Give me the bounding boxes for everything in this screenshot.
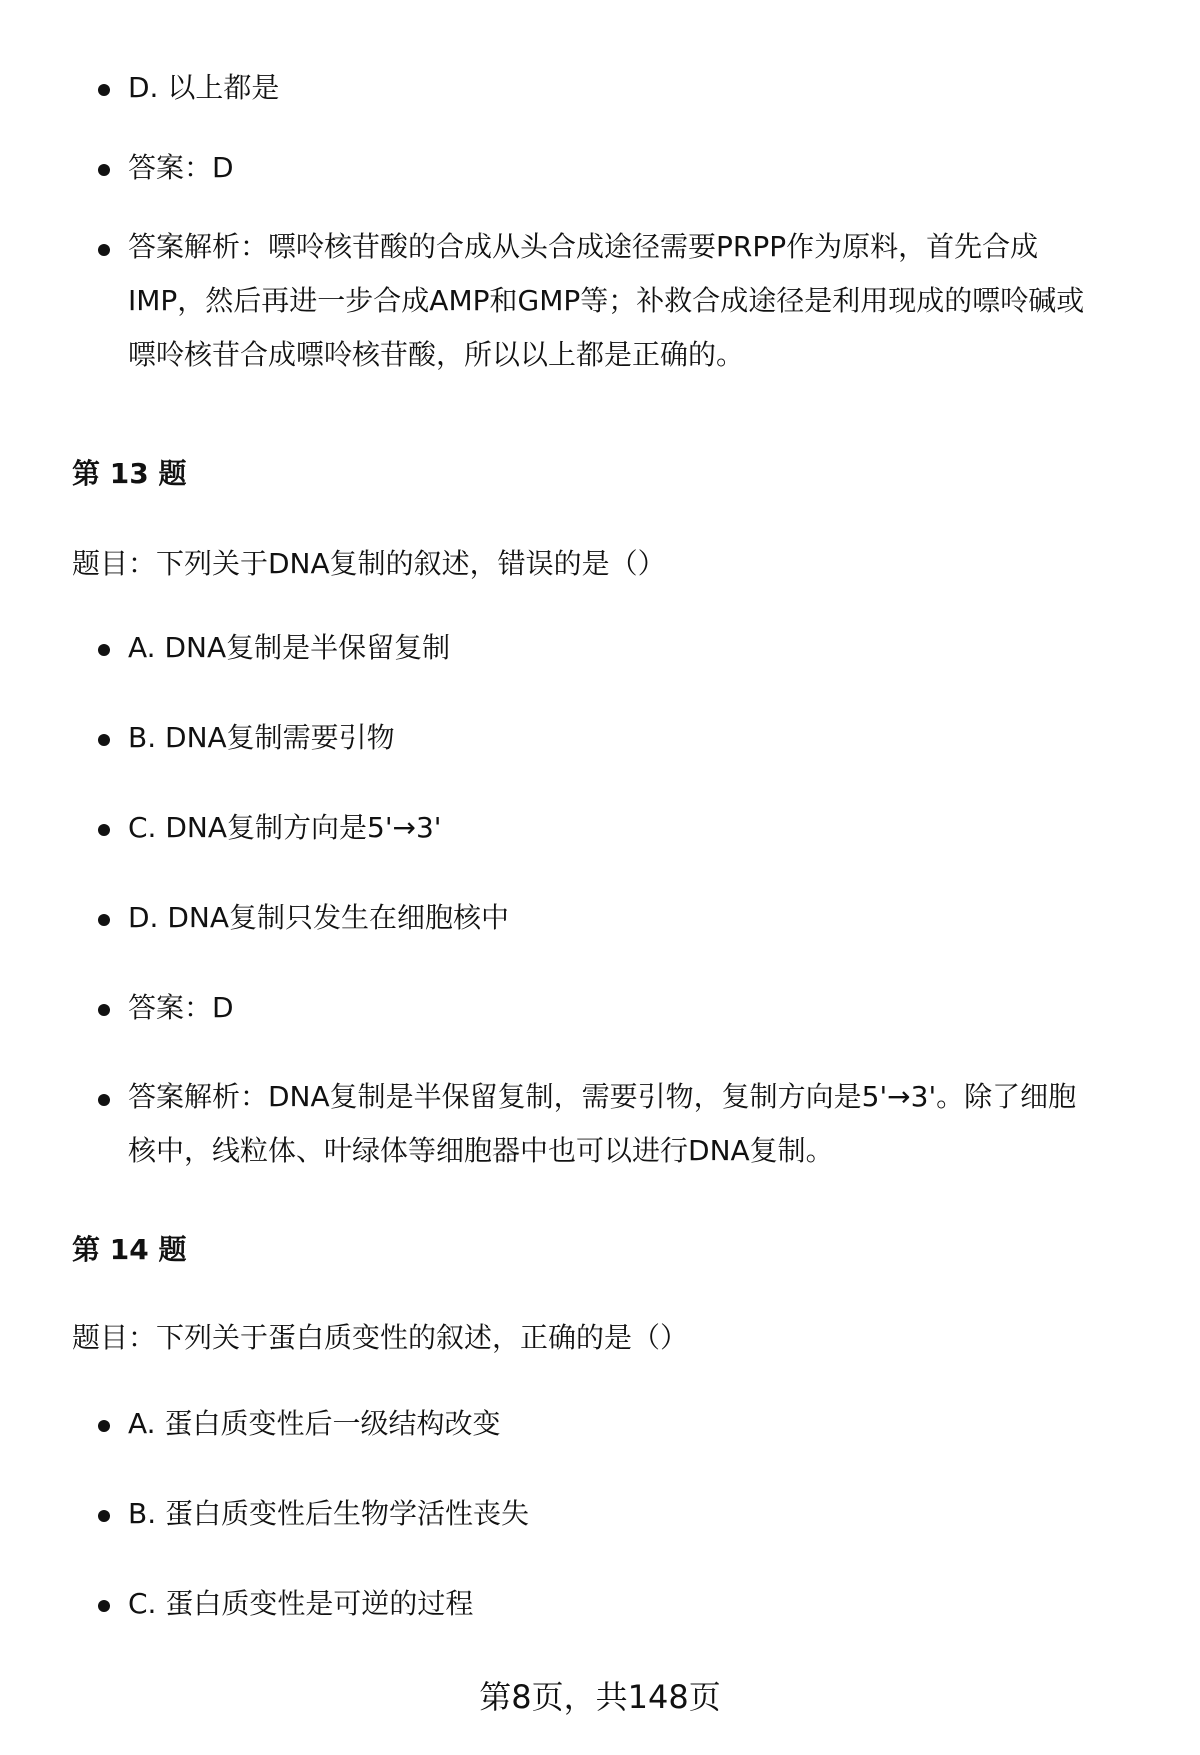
analysis-line: IMP，然后再进一步合成AMP和GMP等；补救合成途径是利用现成的嘌呤碱或 — [128, 284, 1085, 317]
q13-stem: 题目：下列关于DNA复制的叙述，错误的是（） — [72, 547, 666, 580]
bullet-dot — [98, 644, 110, 656]
bullet-dot — [98, 824, 110, 836]
option-text: B. DNA复制需要引物 — [128, 721, 395, 754]
analysis-text — [128, 220, 1162, 382]
option-text: D. DNA复制只发生在细胞核中 — [128, 901, 510, 934]
bullet-dot — [98, 1420, 110, 1432]
q14-stem: 题目：下列关于蛋白质变性的叙述，正确的是（） — [72, 1321, 689, 1354]
analysis-line: 答案解析：嘌呤核苷酸的合成从头合成途径需要PRPP作为原料，首先合成 — [128, 230, 1039, 263]
option-text: D. 以上都是 — [128, 71, 280, 104]
bullet-dot — [98, 734, 110, 746]
bullet-dot — [98, 84, 110, 96]
page-footer: 第8页，共148页 — [479, 1678, 721, 1716]
bullet-dot — [98, 914, 110, 926]
bullet-dot — [98, 1600, 110, 1612]
option-text: C. DNA复制方向是5'→3' — [128, 811, 442, 844]
analysis-line: 嘌呤核苷合成嘌呤核苷酸，所以以上都是正确的。 — [128, 338, 745, 371]
bullet-dot — [98, 164, 110, 176]
option-text: A. DNA复制是半保留复制 — [128, 631, 451, 664]
q14-heading: 第 14 题 — [72, 1233, 187, 1266]
analysis-line: 答案解析：DNA复制是半保留复制，需要引物，复制方向是5'→3'。除了细胞 — [128, 1080, 1077, 1113]
option-text: A. 蛋白质变性后一级结构改变 — [128, 1407, 501, 1440]
bullet-dot — [98, 1510, 110, 1522]
option-text: C. 蛋白质变性是可逆的过程 — [128, 1587, 474, 1620]
q13-analysis — [72, 1068, 1162, 1188]
answer-text: 答案：D — [128, 991, 234, 1024]
bullet-dot — [98, 1004, 110, 1016]
analysis-text — [128, 1070, 1162, 1178]
bullet-dot — [98, 1094, 110, 1106]
answer-text: 答案：D — [128, 151, 234, 184]
q13-heading: 第 13 题 — [72, 457, 187, 490]
analysis-line: 核中，线粒体、叶绿体等细胞器中也可以进行DNA复制。 — [128, 1134, 834, 1167]
option-text: B. 蛋白质变性后生物学活性丧失 — [128, 1497, 530, 1530]
bullet-dot — [98, 244, 110, 256]
q12-analysis — [72, 218, 1162, 398]
